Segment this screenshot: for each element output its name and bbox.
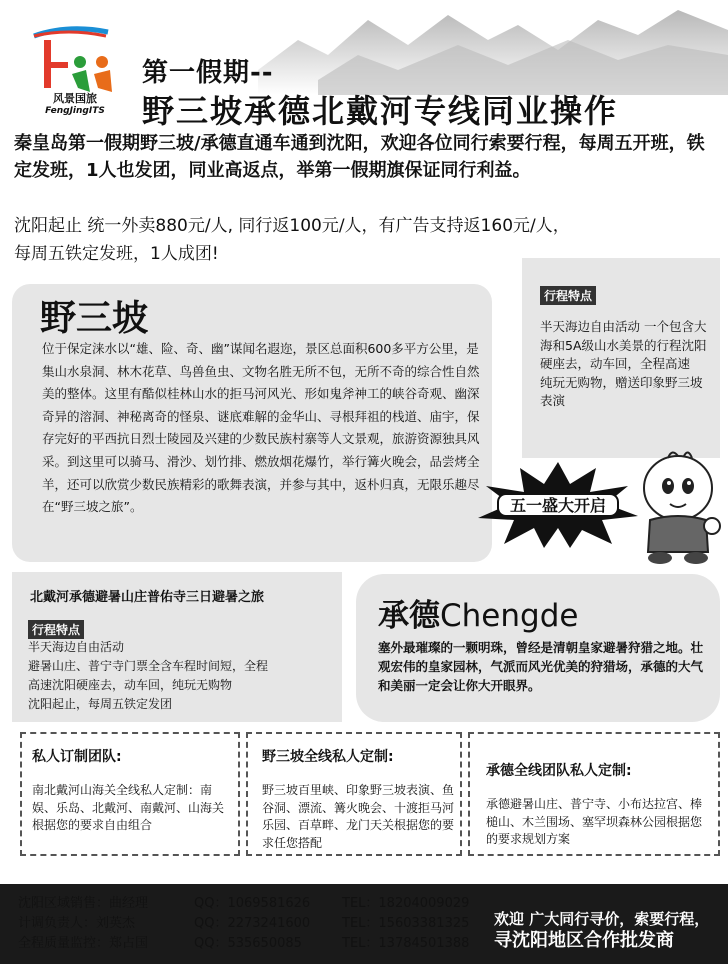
private-text-3: 承德避暑山庄、普宁寺、小布达拉宫、棒槌山、木兰围场、塞罕坝森林公园根据您的要求规划方案 [486,797,703,846]
footer-row-1: 沈阳区域销售：曲经理 QQ：1069581626 TEL：18204009029 [18,896,470,911]
footer-row-2: 计调负责人：刘英杰 QQ：2273241600 TEL：15603381325 [18,916,470,931]
mascot-icon [628,448,724,568]
title-line1: 第一假期-- [142,58,274,88]
private-text-2: 野三坡百里峡、印象野三坡表演、鱼谷洞、漂流、篝火晚会、十渡拒马河乐园、百草畔、龙门天关根据您的要求任您搭配 [262,783,455,850]
private-text-1: 南北戴河山海关全线私人定制：南娱、乐岛、北戴河、南戴河、山海关根据您的要求自由组合 [32,783,225,832]
intro-text: 秦皇岛第一假期野三坡/承德直通车通到沈阳，欢迎各位同行索要行程，每周五开班，铁定发班，1人也发团，同业高返点，举第一假期旗保证同行利益。 [14,133,705,181]
yesanpo-title: 野三坡 [40,298,149,339]
footer-slogan: 欢迎 广大同行寻价，索要行程， 寻沈阳地区合作批发商 [494,910,710,951]
burst-text: 五一盛大开启 [509,496,607,515]
price-text: 沈阳起止 统一外卖880元/人, 同行返100元/人，有广告支持返160元/人， 每周五铁定发班，1人成团! [14,216,570,264]
beidaihe-tag: 行程特点 [28,620,84,639]
mountain-landscape [258,0,728,95]
private-title-2: 野三坡全线私人定制: [262,749,394,765]
title-line2: 野三坡承德北戴河专线同业操作 [142,92,619,130]
features-text: 半天海边自由活动 一个包含大海和5A级山水美景的行程沈阳硬座去，动车回，全程高速 纯玩无购物，赠送印象野三坡表演 [540,319,707,408]
features-tag: 行程特点 [540,286,596,305]
private-title-3: 承德全线团队私人定制: [486,763,632,779]
yesanpo-description: 位于保定涞水以“雄、险、奇、幽”谋闻名遐迩，景区总面积600多平方公里，是集山水泉洞、林木花草、鸟兽鱼虫、文物名胜无所不包，无所不奇的综合性自然美的整体。这里有酷似桂林山水的拒马河风光、形如鬼斧神工的峡谷奇观、幽深奇异的溶洞、神秘离奇的怪泉、谜底难解的金华山、寻根拜祖的栈道、庙宇，保存完好的平西抗日烈士陵园及兴建的少数民族村寨等人文景观，旅游资源独具风采。到这里可以骑马、滑沙、划竹排、燃放烟花爆竹，举行篝火晚会，品尝烤全羊，还可以欣赏少数民族精彩的歌舞表演，并参与其中，返朴归真，无限乐趣尽在“野三坡之旅”。 [42,341,480,515]
beidaihe-title: 北戴河承德避暑山庄普佑寺三日避暑之旅 [30,590,265,605]
chengde-description: 塞外最璀璨的一颗明珠，曾经是清朝皇家避暑狩猎之地。壮观宏伟的皇家园林，气派而风光优美的狩猎场，承德的大气和美丽一定会让你大开眼界。 [378,640,704,693]
logo-text: 风景国旅 FengJingITS [45,92,105,116]
beidaihe-lines: 半天海边自由活动 避暑山庄、普宁寺门票全含车程时间短，全程 高速沈阳硬座去，动车回，纯玩无购物 沈阳起止，每周五铁定发团 [28,640,269,711]
chengde-title: 承德Chengde [378,598,579,634]
starburst-badge [478,462,638,548]
private-title-1: 私人订制团队: [32,749,122,765]
footer-row-3: 全程质量监控：郑占国 QQ：535650085 TEL：13784501388 [18,936,470,951]
